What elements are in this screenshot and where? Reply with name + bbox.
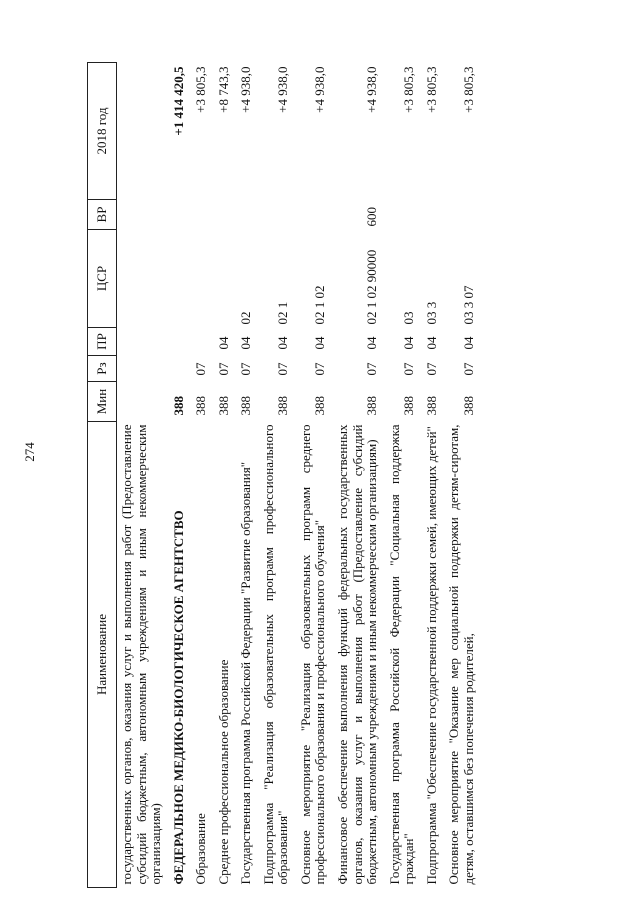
row-amount: +3 805,3 (193, 66, 209, 113)
row-name: Основное мероприятие "Оказание мер социальной поддержки детям-сиротам, детям, оставшимся без попечения родителей, (446, 424, 476, 885)
row-name: государственных органов, оказания услуг и выполнения работ (Предоставление субсидий бюджетным, автономным учреждениям и иным некоммерческим организациям) (117, 422, 169, 888)
header-csr: ЦСР (88, 230, 117, 328)
row-rz: 07 (275, 362, 291, 376)
row-pr: 04 (401, 336, 417, 350)
row-min: 388 (312, 396, 328, 416)
table-row (422, 63, 445, 888)
rotated-table-container (87, 63, 572, 888)
row-csr: 02 1 02 (312, 285, 328, 325)
table-row (259, 63, 296, 888)
row-amount: +8 743,3 (215, 66, 231, 113)
row-rz: 07 (364, 362, 380, 376)
header-rz: Рз (88, 356, 117, 382)
row-amount: +4 938,0 (312, 66, 328, 113)
budget-table (87, 62, 481, 888)
row-vr (191, 200, 214, 230)
header-pr: ПР (88, 328, 117, 356)
row-csr: 02 (238, 311, 254, 325)
row-csr: 02 1 02 90000 (364, 249, 380, 325)
row-vr (169, 200, 192, 230)
row-amount: +3 805,3 (460, 66, 476, 113)
table-row (444, 63, 481, 888)
row-vr (296, 200, 333, 230)
table-row (385, 63, 422, 888)
row-csr (169, 230, 192, 328)
row-vr (214, 200, 237, 230)
row-rz: 07 (193, 362, 209, 376)
row-pr: 04 (423, 336, 439, 350)
row-rz: 07 (423, 362, 439, 376)
row-pr: 04 (312, 336, 328, 350)
row-name: ФЕДЕРАЛЬНОЕ МЕДИКО-БИОЛОГИЧЕСКОЕ АГЕНТСТВО (170, 510, 186, 885)
row-pr (191, 328, 214, 356)
row-csr: 03 3 (423, 301, 439, 325)
row-rz (117, 356, 169, 382)
table-row (296, 63, 333, 888)
header-year: 2018 год (88, 63, 117, 200)
row-vr (259, 200, 296, 230)
row-min: 388 (238, 396, 254, 416)
row-csr (191, 230, 214, 328)
row-vr (236, 200, 259, 230)
row-rz: 07 (460, 362, 476, 376)
row-csr: 02 1 (275, 301, 291, 325)
row-min: 388 (401, 396, 417, 416)
row-rz: 07 (215, 362, 231, 376)
row-csr: 03 (401, 311, 417, 325)
header-min: Мин (88, 382, 117, 422)
table-row (236, 63, 259, 888)
header-vr: ВР (88, 200, 117, 230)
row-vr (444, 200, 481, 230)
row-min: 388 (460, 396, 476, 416)
table-row (169, 63, 192, 888)
row-rz: 07 (401, 362, 417, 376)
row-rz: 07 (312, 362, 328, 376)
row-pr: 04 (215, 336, 231, 350)
row-name: Государственная программа Российской Федерации "Развитие образования" (238, 461, 254, 885)
row-csr (214, 230, 237, 328)
row-min: 388 (193, 396, 209, 416)
row-pr: 04 (275, 336, 291, 350)
row-min: 388 (170, 396, 186, 416)
row-vr (385, 200, 422, 230)
table-row (214, 63, 237, 888)
row-csr: 03 3 07 (460, 285, 476, 325)
row-amount: +4 938,0 (275, 66, 291, 113)
row-pr: 04 (238, 336, 254, 350)
row-name: Основное мероприятие "Реализация образовательных программ среднего профессионального образования и профессионального обучения" (297, 424, 328, 885)
table-row (333, 63, 385, 888)
row-min (117, 382, 169, 422)
table-row (117, 63, 169, 888)
row-vr (117, 200, 169, 230)
row-min: 388 (275, 396, 291, 416)
row-name: Образование (193, 813, 209, 885)
row-min: 388 (215, 396, 231, 416)
row-amount (117, 63, 169, 200)
row-name: Среднее профессиональное образование (215, 659, 231, 885)
row-amount: +3 805,3 (423, 66, 439, 113)
table-header-row (88, 63, 117, 888)
row-vr: 600 (364, 207, 380, 227)
row-pr (117, 328, 169, 356)
page-number: 274 (22, 442, 37, 462)
table-row (191, 63, 214, 888)
row-pr: 04 (460, 336, 476, 350)
row-amount: +3 805,3 (401, 66, 417, 113)
row-min: 388 (423, 396, 439, 416)
row-amount: +4 938,0 (364, 66, 380, 113)
row-name: Государственная программа Российской Федерации "Социальная поддержка граждан" (386, 424, 417, 885)
row-min: 388 (364, 396, 380, 416)
row-rz (169, 356, 192, 382)
row-amount: +4 938,0 (238, 66, 254, 113)
row-name: Финансовое обеспечение выполнения функций федеральных государственных органов, оказания услуг и выполнения работ (Предоставление субсидий бюджетным, автономным учреждениям и иным некоммерческим организациям) (335, 424, 380, 885)
row-pr (169, 328, 192, 356)
row-name: Подпрограмма "Реализация образовательных программ профессионального образования" (260, 424, 291, 885)
row-rz: 07 (238, 362, 254, 376)
row-name: Подпрограмма "Обеспечение государственной поддержки семей, имеющих детей" (423, 426, 439, 885)
header-name: Наименование (88, 422, 117, 888)
row-pr: 04 (364, 336, 380, 350)
row-vr (422, 200, 445, 230)
row-csr (117, 230, 169, 328)
row-amount: +1 414 420,5 (170, 66, 186, 136)
